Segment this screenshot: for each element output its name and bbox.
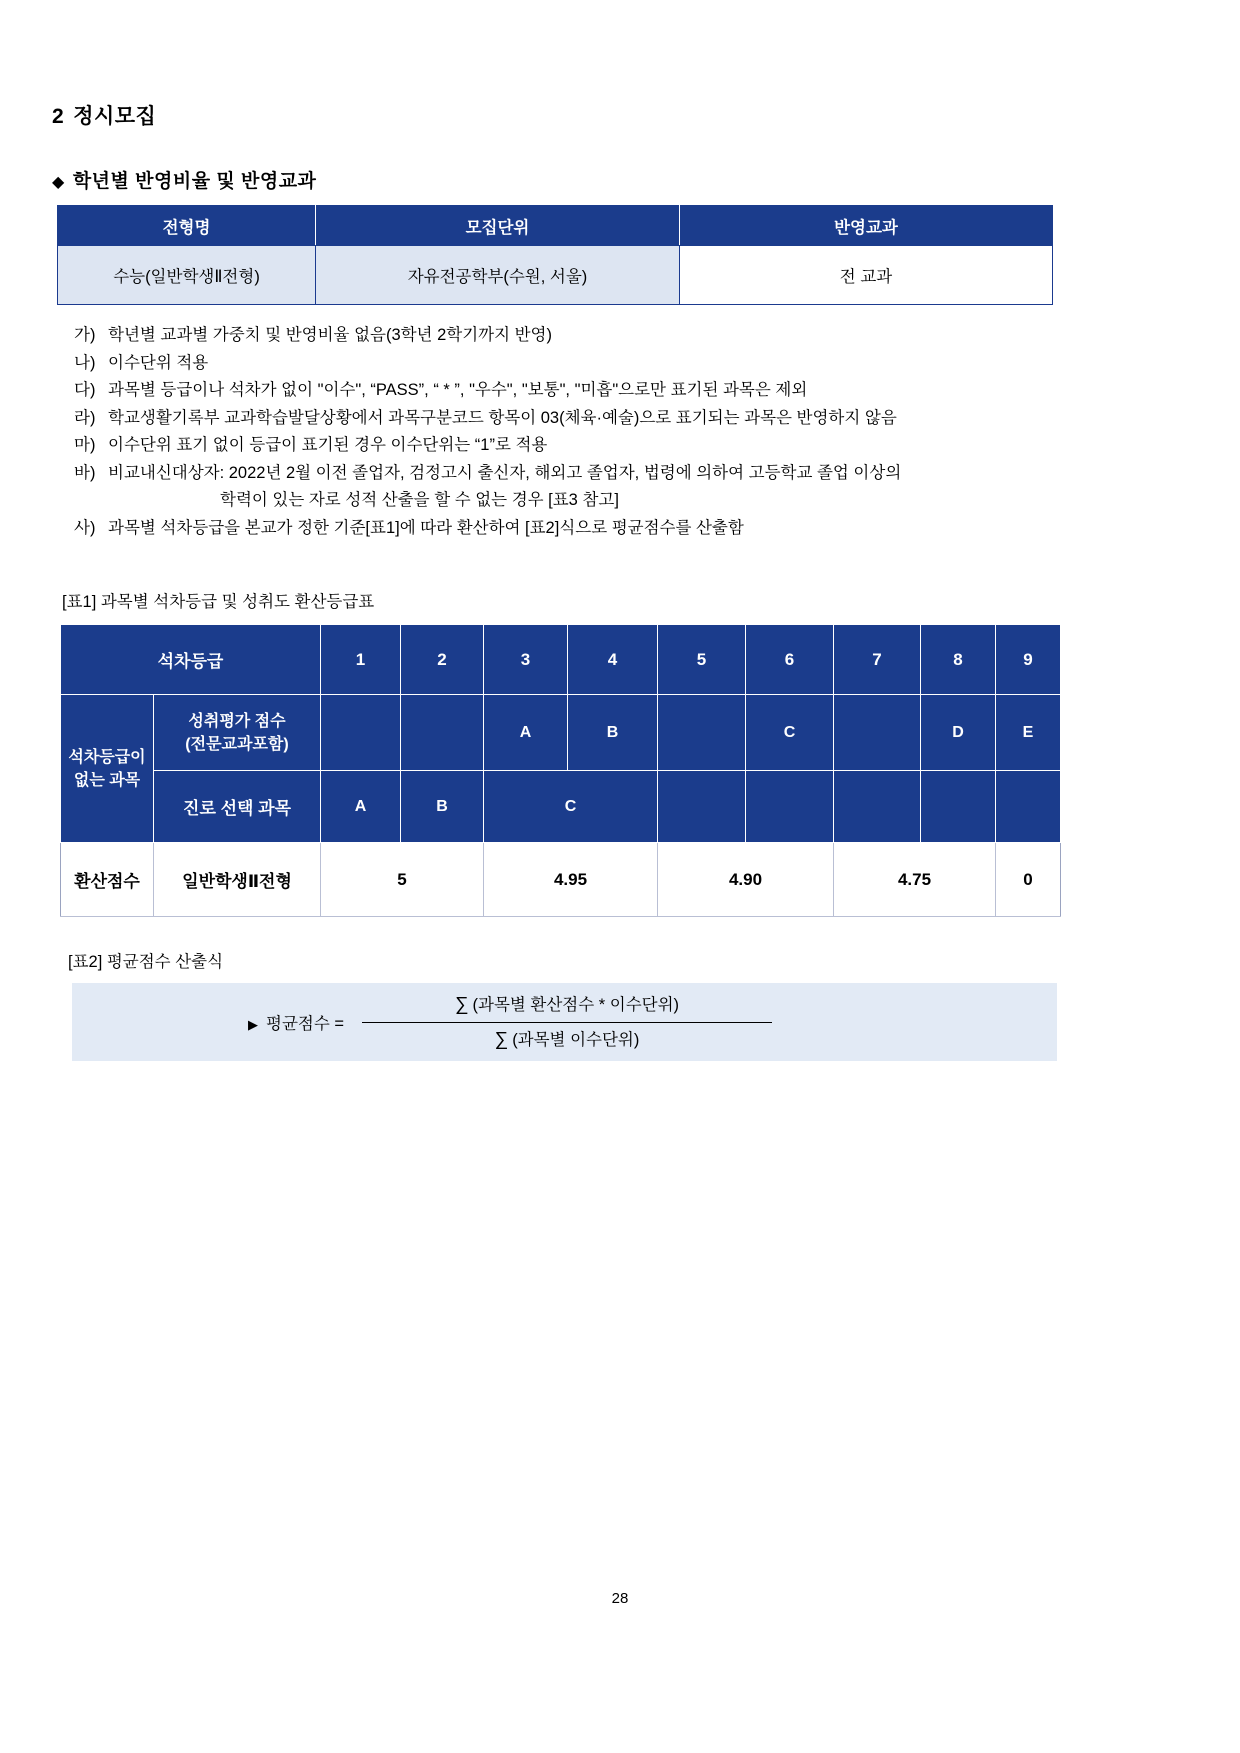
admission-header-unit: 모집단위 [316, 206, 680, 246]
achievement-val-9: E [996, 695, 1061, 771]
conversion-grade-table [60, 624, 1061, 917]
score-val-7-8: 4.75 [834, 843, 996, 917]
achievement-label-line2: (전문교과포함) [185, 735, 289, 753]
sigma-icon: ∑ [454, 993, 469, 1015]
admission-table [57, 205, 1053, 305]
converted-score-row [61, 843, 1061, 917]
no-rank-subject-label [61, 695, 154, 843]
formula-label [72, 1010, 362, 1034]
note-marker: 바) [74, 463, 96, 482]
formula-denominator [362, 1023, 772, 1052]
note-marker: 나) [74, 353, 96, 372]
achievement-val-3: A [484, 695, 568, 771]
note-item [74, 377, 1074, 405]
career-val-2: B [401, 771, 484, 843]
achievement-val-4: B [568, 695, 658, 771]
achievement-val-5 [658, 695, 746, 771]
no-rank-label-line1: 석차등급이 [68, 748, 146, 766]
grade-col-7: 7 [834, 625, 921, 695]
note-text: 학교생활기록부 교과학습발달상황에서 과목구분코드 항목이 03(체육·예술)으로 표기되는 과목은 반영하지 않음 [108, 408, 897, 427]
note-marker: 마) [74, 436, 96, 454]
converted-score-type: 일반학생Ⅱ전형 [154, 843, 321, 917]
grade-col-9: 9 [996, 625, 1061, 695]
grade-col-6: 6 [746, 625, 834, 695]
note-item [74, 432, 1074, 460]
grade-col-1: 1 [321, 625, 401, 695]
note-item [74, 460, 1074, 488]
grade-col-8: 8 [921, 625, 996, 695]
score-val-1-2: 5 [321, 843, 484, 917]
section-heading [52, 100, 156, 130]
admission-cell-subjects: 전 교과 [680, 246, 1053, 305]
achievement-val-1 [321, 695, 401, 771]
career-val-3-4: C [484, 771, 658, 843]
formula-fraction [362, 993, 772, 1052]
grade-header-row [61, 625, 1061, 695]
career-val-8 [921, 771, 996, 843]
section-title: 정시모집 [73, 105, 157, 128]
formula-denominator-text: (과목별 이수단위) [512, 1030, 640, 1049]
score-val-9: 0 [996, 843, 1061, 917]
career-val-7 [834, 771, 921, 843]
achievement-val-6: C [746, 695, 834, 771]
formula-label-text: 평균점수 = [266, 1015, 344, 1033]
page-number: 28 [611, 1590, 629, 1607]
subsection-heading [52, 166, 316, 193]
note-item [74, 322, 1074, 350]
career-val-6 [746, 771, 834, 843]
note-text: 과목별 등급이나 석차가 없이 "이수", “PASS”, “ * ”, "우수", "보통", "미흡"으로만 표기된 과목은 제외 [108, 381, 808, 399]
admission-table-row [58, 246, 1053, 305]
note-marker: 가) [74, 326, 96, 344]
note-continuation: 학력이 있는 자로 성적 산출을 할 수 없는 경우 [표3 참고] [220, 491, 619, 509]
admission-header-subjects: 반영교과 [680, 206, 1053, 246]
admission-cell-type: 수능(일반학생Ⅱ전형) [58, 246, 316, 305]
achievement-label-line1: 성취평가 점수 [188, 712, 286, 730]
note-text: 이수단위 적용 [108, 353, 209, 372]
note-text: 비교내신대상자: 2022년 2월 이전 졸업자, 검정고시 출신자, 해외고 졸업자, 법령에 의하여 고등학교 졸업 이상의 [108, 463, 902, 482]
note-item [74, 405, 1074, 433]
subsection-title: 학년별 반영비율 및 반영교과 [72, 171, 317, 192]
achievement-row [61, 695, 1061, 771]
achievement-val-2 [401, 695, 484, 771]
grade-col-4: 4 [568, 625, 658, 695]
grade-header-label: 석차등급 [61, 625, 321, 695]
no-rank-label-line2: 없는 과목 [73, 771, 141, 789]
sigma-icon: ∑ [494, 1028, 509, 1050]
grade-col-5: 5 [658, 625, 746, 695]
average-score-formula-box [72, 983, 1057, 1061]
achievement-val-8: D [921, 695, 996, 771]
table1-caption: [표1] 과목별 석차등급 및 성취도 환산등급표 [62, 593, 375, 611]
note-item [74, 350, 1074, 378]
grade-col-3: 3 [484, 625, 568, 695]
note-text: 과목별 석차등급을 본교가 정한 기준[표1]에 따라 환산하여 [표2]식으로 평균점수를 산출함 [108, 518, 744, 537]
note-marker: 다) [74, 381, 96, 399]
note-text: 이수단위 표기 없이 등급이 표기된 경우 이수단위는 “1”로 적용 [108, 436, 548, 454]
converted-score-label: 환산점수 [61, 843, 154, 917]
note-text: 학년별 교과별 가중치 및 반영비율 없음(3학년 2학기까지 반영) [108, 326, 552, 344]
achievement-val-7 [834, 695, 921, 771]
admission-header-type: 전형명 [58, 206, 316, 246]
career-val-1: A [321, 771, 401, 843]
triangle-bullet-icon: ▶ [248, 1017, 259, 1032]
career-subject-label: 진로 선택 과목 [154, 771, 321, 843]
section-number: 2 [52, 105, 65, 128]
career-val-5 [658, 771, 746, 843]
note-marker: 라) [74, 408, 96, 427]
table2-caption: [표2] 평균점수 산출식 [68, 953, 224, 971]
score-val-5-6: 4.90 [658, 843, 834, 917]
diamond-bullet-icon: ◆ [52, 174, 65, 191]
admission-cell-unit: 자유전공학부(수원, 서울) [316, 246, 680, 305]
formula-numerator [362, 993, 772, 1022]
note-item [74, 515, 1074, 543]
score-val-3-4: 4.95 [484, 843, 658, 917]
achievement-label [154, 695, 321, 771]
notes-list [74, 322, 1074, 542]
grade-col-2: 2 [401, 625, 484, 695]
admission-table-header-row [58, 206, 1053, 246]
career-val-9 [996, 771, 1061, 843]
note-marker: 사) [74, 518, 96, 537]
career-subject-row [61, 771, 1061, 843]
formula-numerator-text: (과목별 환산점수 * 이수단위) [472, 995, 680, 1014]
